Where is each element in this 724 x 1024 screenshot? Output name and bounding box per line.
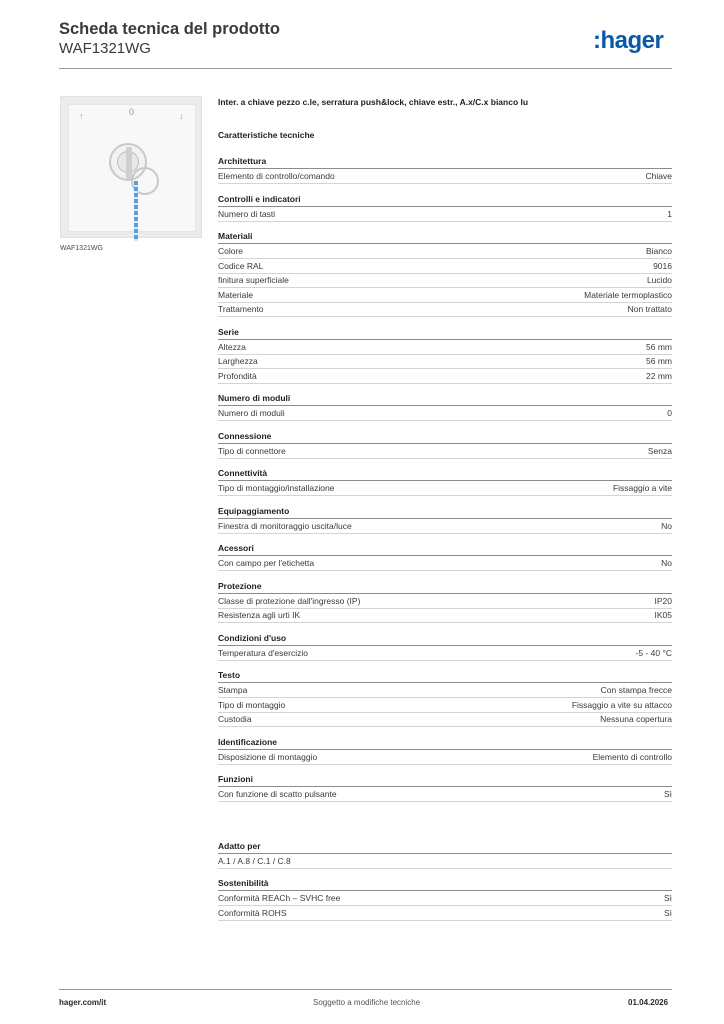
hager-logo: :hager xyxy=(593,27,664,54)
spec-row xyxy=(218,906,672,921)
switch-plate xyxy=(68,104,196,232)
spec-row xyxy=(218,594,672,609)
spec-row xyxy=(218,891,672,906)
spec-value: Bianco xyxy=(646,246,672,256)
spec-label: Tipo di montaggio xyxy=(218,699,286,710)
spec-value: No xyxy=(661,520,672,531)
spec-label: Tipo di connettore xyxy=(218,445,286,456)
section-title: Connessione xyxy=(218,430,272,441)
spec-value: -5 - 40 °C xyxy=(635,647,672,658)
key-icon xyxy=(126,147,132,179)
spec-row xyxy=(218,556,672,571)
spec-value: Con stampa frecce xyxy=(600,685,672,695)
spec-row xyxy=(218,787,672,802)
spec-row xyxy=(218,854,672,869)
spec-value: Elemento di controllo xyxy=(592,751,672,762)
spec-value: 1 xyxy=(667,208,672,219)
spec-value: Sì xyxy=(663,789,672,799)
spec-row xyxy=(218,340,672,355)
spec-value: Sì xyxy=(663,893,672,903)
spec-value: 56 mm xyxy=(646,341,672,352)
image-caption: WAF1321WG xyxy=(60,245,103,252)
spec-row xyxy=(218,608,672,623)
spec-value: 0 xyxy=(667,408,672,418)
arrow-up-icon: ↑ xyxy=(79,111,84,121)
spec-row xyxy=(218,406,672,421)
spec-row xyxy=(218,750,672,765)
section-title: Controlli e indicatori xyxy=(218,193,301,204)
section-title: Adatto per xyxy=(218,840,261,851)
spec-label: Resistenza agli urti IK xyxy=(218,610,301,620)
product-image xyxy=(60,96,202,238)
spec-row xyxy=(218,683,672,698)
spec-label: Finestra di monitoraggio uscita/luce xyxy=(218,520,352,531)
section-title: Numero di moduli xyxy=(218,393,291,403)
footer-note: Soggetto a modifiche tecniche xyxy=(313,998,421,1007)
spec-row xyxy=(218,354,672,369)
spec-label: Altezza xyxy=(218,341,246,352)
spec-row xyxy=(218,244,672,259)
key-chain-icon xyxy=(134,181,138,241)
section-title: Materiali xyxy=(218,231,253,241)
spec-row xyxy=(218,481,672,496)
footer-divider xyxy=(59,989,672,990)
spec-label: Con campo per l'etichetta xyxy=(218,558,315,568)
zero-mark: 0 xyxy=(129,107,135,117)
spec-row xyxy=(218,288,672,303)
spec-row xyxy=(218,207,672,222)
footer-date: 01.04.2026 xyxy=(628,998,669,1007)
spec-value: Senza xyxy=(647,445,672,456)
spec-value: No xyxy=(661,558,672,568)
spec-label: Disposizione di montaggio xyxy=(218,751,318,762)
spec-value: IP20 xyxy=(654,595,672,606)
section-title: Equipaggiamento xyxy=(218,505,290,516)
product-description: Inter. a chiave pezzo c.le, serratura push&lock, chiave estr., A.x/C.x bianco lu xyxy=(218,97,529,107)
spec-row xyxy=(218,369,672,384)
section-title: Funzioni xyxy=(218,774,253,784)
spec-label: Materiale xyxy=(218,289,253,300)
spec-value: Lucido xyxy=(646,275,672,285)
product-code: WAF1321WG xyxy=(59,40,151,57)
spec-label: Codice RAL xyxy=(218,260,264,271)
spec-row xyxy=(218,646,672,661)
spec-row xyxy=(218,519,672,534)
spec-value: 9016 xyxy=(653,260,672,271)
spec-value: Non trattato xyxy=(627,304,672,314)
spec-value: 22 mm xyxy=(646,370,672,381)
spec-row xyxy=(218,698,672,713)
spec-label: Tipo di montaggio/installazione xyxy=(218,483,335,493)
spec-label: Numero di moduli xyxy=(218,408,285,418)
spec-label: Custodia xyxy=(218,714,252,724)
spec-value: Fissaggio a vite su attacco xyxy=(571,699,672,710)
spec-label: Larghezza xyxy=(218,356,258,366)
spec-value: Chiave xyxy=(645,171,672,181)
spec-value: 56 mm xyxy=(646,356,672,366)
spec-label: Classe di protezione dall'ingresso (IP) xyxy=(218,595,361,606)
page-title: Scheda tecnica del prodotto xyxy=(59,20,280,38)
spec-label: Con funzione di scatto pulsante xyxy=(218,789,337,799)
header-divider xyxy=(59,68,672,69)
spec-row xyxy=(218,259,672,274)
section-title: Identificazione xyxy=(218,736,278,747)
spec-label: Profondità xyxy=(218,370,257,381)
spec-label: Conformità ROHS xyxy=(218,907,287,918)
spec-label: Stampa xyxy=(218,685,248,695)
spec-value: Materiale termoplastico xyxy=(584,289,672,300)
arrow-down-icon: ↓ xyxy=(179,111,184,121)
spec-label: A.1 / A.8 / C.1 / C.8 xyxy=(218,855,291,866)
spec-row xyxy=(218,302,672,317)
characteristics-title: Caratteristiche tecniche xyxy=(218,130,315,140)
spec-label: finitura superficiale xyxy=(218,275,289,285)
spec-label: Temperatura d'esercizio xyxy=(218,647,308,658)
section-title: Testo xyxy=(218,670,241,680)
spec-value: IK05 xyxy=(654,610,672,620)
spec-value: Fissaggio a vite xyxy=(612,483,672,493)
spec-row xyxy=(218,444,672,459)
spec-value: Nessuna copertura xyxy=(600,714,672,724)
spec-label: Conformità REACh – SVHC free xyxy=(218,893,341,903)
section-title: Acessori xyxy=(218,543,254,553)
section-title: Condizioni d'uso xyxy=(218,632,287,643)
section-title: Connettività xyxy=(218,468,268,478)
section-title: Serie xyxy=(218,326,239,337)
spec-label: Numero di tasti xyxy=(218,208,276,219)
section-title: Sostenibilità xyxy=(218,878,269,888)
section-title: Protezione xyxy=(218,580,262,591)
footer-website[interactable]: hager.com/it xyxy=(59,998,107,1007)
spec-label: Trattamento xyxy=(218,304,264,314)
spec-row xyxy=(218,273,672,288)
spec-label: Colore xyxy=(218,246,244,256)
spec-value: Sì xyxy=(663,907,672,918)
section-title: Architettura xyxy=(218,156,267,166)
spec-row xyxy=(218,712,672,727)
spec-label: Elemento di controllo/comando xyxy=(218,171,335,181)
spec-row xyxy=(218,169,672,184)
